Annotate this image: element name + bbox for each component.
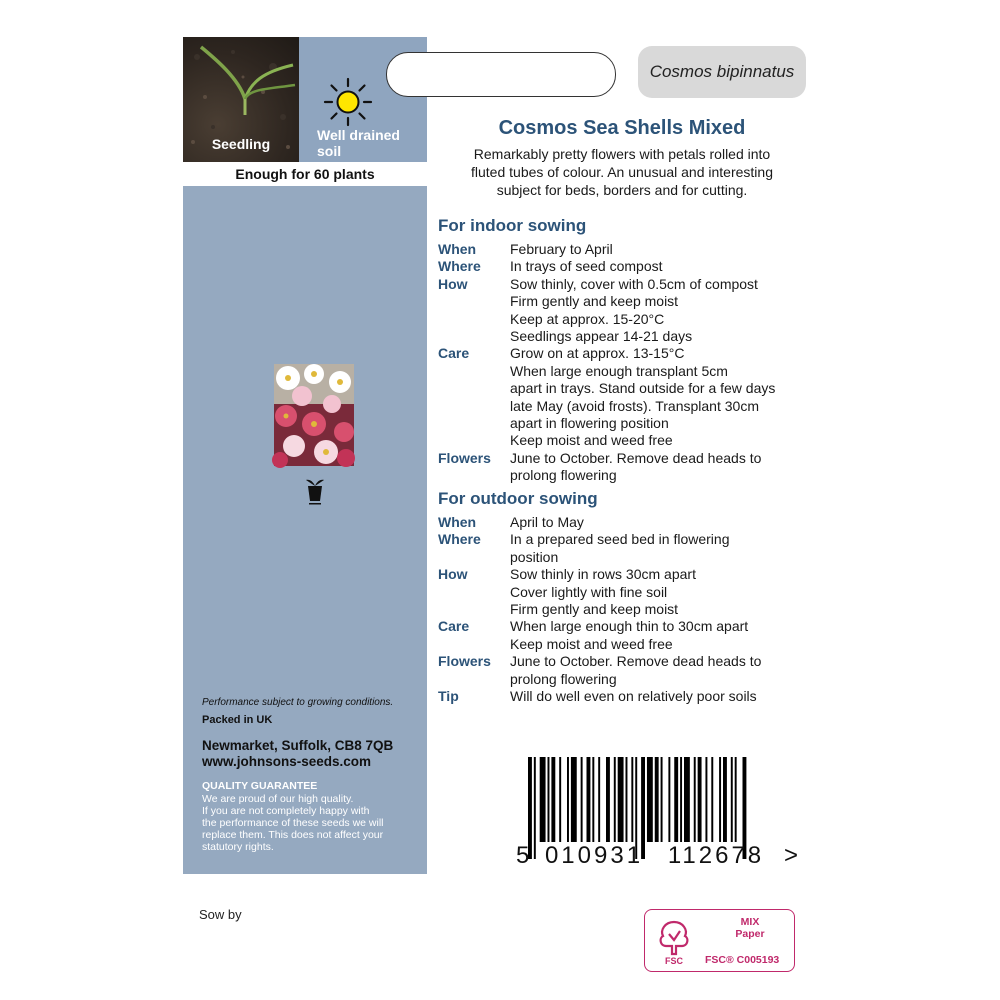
instruction-key: Where (438, 258, 481, 275)
barcode-bar (551, 757, 555, 842)
seedling-label: Seedling (211, 136, 271, 152)
plant-count: Enough for 60 plants (183, 162, 427, 186)
barcode-bar (567, 757, 569, 842)
instruction-value (510, 653, 818, 688)
soil-label (317, 127, 417, 159)
instruction-line: apart in trays. Stand outside for a few days (510, 380, 776, 397)
quality-line: statutory rights. (202, 841, 274, 853)
quality-guarantee-title: QUALITY GUARANTEE (202, 780, 318, 792)
instruction-row (438, 566, 818, 618)
barcode-digits: > (784, 842, 802, 869)
product-title: Cosmos Sea Shells Mixed (498, 117, 746, 139)
instruction-line: June to October. Remove dead heads to (510, 449, 762, 466)
fsc-mix (708, 916, 792, 940)
barcode-bar (684, 757, 690, 842)
quality-line: We are proud of our high quality. (202, 793, 354, 805)
sun-icon (322, 76, 374, 128)
indoor-instructions (438, 241, 818, 485)
instruction-value (510, 566, 818, 618)
barcode-bar (674, 757, 678, 842)
barcode-bar (571, 757, 577, 842)
performance-note: Performance subject to growing conditions. (202, 697, 394, 708)
instruction-line: Keep moist and weed free (510, 432, 673, 449)
barcode-bar (618, 757, 624, 842)
instruction-line: late May (avoid frosts). Transplant 30cm (510, 397, 759, 414)
barcode-bar (698, 757, 702, 842)
packed-in: Packed in UK (202, 714, 273, 726)
flower-photo (274, 364, 354, 466)
instruction-value (510, 276, 818, 346)
barcode-bar (540, 757, 546, 842)
instruction-line: April to May (510, 514, 584, 530)
instruction-line: In a prepared seed bed in flowering (510, 531, 730, 548)
address (202, 738, 393, 770)
instruction-key: Where (438, 531, 481, 548)
instruction-line: Firm gently and keep moist (510, 601, 679, 618)
barcode-bar (723, 757, 727, 842)
barcode-bar (592, 757, 594, 842)
barcode-bar (606, 757, 610, 842)
blank-name-pill (386, 52, 616, 97)
description-line: fluted tubes of colour. An unusual and interesting (471, 164, 773, 180)
barcode-bar (694, 757, 696, 842)
barcode-bar (705, 757, 707, 842)
barcode-bar (647, 757, 653, 842)
barcode-bar (581, 757, 583, 842)
instruction-value (510, 618, 818, 653)
quality-line: If you are not completely happy with (202, 805, 370, 817)
soil-label-line2: soil (317, 143, 342, 159)
fsc-logo-text: FSC (665, 956, 683, 966)
instruction-line: prolong flowering (510, 467, 617, 484)
barcode-bar (548, 757, 550, 842)
instruction-key: Flowers (438, 653, 491, 670)
instruction-key: When (438, 514, 477, 530)
instruction-line: June to October. Remove dead heads to (510, 653, 762, 670)
instruction-key: Tip (438, 688, 459, 705)
barcode-bar (719, 757, 721, 842)
instruction-line: Will do well even on relatively poor soils (510, 688, 757, 705)
instruction-value (510, 688, 818, 705)
instruction-value (510, 258, 818, 275)
instruction-line: prolong flowering (510, 670, 617, 687)
fsc-label (644, 909, 795, 972)
barcode-bars (516, 757, 802, 869)
barcode-bar (559, 757, 561, 842)
left-panel (183, 37, 427, 874)
instruction-value (510, 514, 818, 531)
instruction-row (438, 450, 818, 485)
barcode-bar (661, 757, 663, 842)
barcode-bar (626, 757, 628, 842)
barcode-bar (668, 757, 670, 842)
instruction-line: Firm gently and keep moist (510, 293, 679, 310)
instruction-line: When large enough thin to 30cm apart (510, 618, 749, 635)
barcode-bar (731, 757, 733, 842)
instruction-key: Care (438, 618, 470, 635)
barcode-bar (655, 757, 659, 842)
instruction-line: February to April (510, 241, 613, 257)
soil-label-line1: Well drained (317, 127, 400, 143)
instruction-key: Care (438, 345, 470, 362)
instruction-key: When (438, 241, 477, 257)
instruction-key: How (438, 275, 468, 292)
instruction-row (438, 258, 818, 275)
instruction-line: Keep at approx. 15-20°C (510, 310, 665, 327)
outdoor-heading: For outdoor sowing (438, 489, 598, 508)
barcode (516, 757, 802, 869)
sow-by: Sow by (199, 907, 242, 922)
quality-guarantee-text (202, 793, 424, 853)
barcode-bar (735, 757, 737, 842)
instruction-row (438, 276, 818, 346)
instruction-line: When large enough transplant 5cm (510, 362, 728, 379)
instruction-line: Sow thinly, cover with 0.5cm of compost (510, 275, 758, 292)
barcode-bar (631, 757, 633, 842)
quality-line: replace them. This does not affect your (202, 829, 384, 841)
instruction-row (438, 345, 818, 449)
barcode-digits: 112678 (667, 842, 765, 869)
instruction-line: Seedlings appear 14-21 days (510, 328, 693, 345)
barcode-bar (680, 757, 682, 842)
instruction-value (510, 345, 818, 449)
product-description (440, 145, 804, 199)
fsc-paper-label: Paper (735, 928, 765, 940)
barcode-bar (598, 757, 600, 842)
instruction-row (438, 241, 818, 258)
address-line: Newmarket, Suffolk, CB8 7QB (202, 738, 394, 753)
barcode-bar (534, 757, 536, 859)
barcode-digits: 010931 (544, 842, 644, 869)
instruction-line: position (510, 548, 559, 565)
brand-pot-icon (303, 477, 327, 507)
description-line: subject for beds, borders and for cutting. (496, 182, 748, 198)
barcode-bar (711, 757, 713, 842)
instruction-row (438, 688, 818, 705)
instruction-row (438, 531, 818, 566)
fsc-mix-label: MIX (740, 916, 760, 928)
cosmos-flowers-image (274, 364, 354, 466)
instruction-value (510, 450, 818, 485)
instruction-value (510, 241, 818, 258)
instruction-line: Cover lightly with fine soil (510, 583, 668, 600)
indoor-heading: For indoor sowing (438, 216, 587, 235)
instruction-row (438, 618, 818, 653)
instruction-value (510, 531, 818, 566)
instruction-line: apart in flowering position (510, 415, 669, 432)
instruction-line: Sow thinly in rows 30cm apart (510, 566, 696, 583)
fsc-tree-icon (653, 916, 695, 966)
barcode-bar (614, 757, 616, 842)
barcode-bar (587, 757, 591, 842)
latin-name: Cosmos bipinnatus (638, 46, 806, 98)
instruction-line: Grow on at approx. 13-15°C (510, 345, 685, 362)
website: www.johnsons-seeds.com (202, 754, 372, 769)
outdoor-instructions (438, 514, 818, 705)
description-line: Remarkably pretty flowers with petals rolled into (473, 146, 771, 162)
seedling-photo (183, 37, 299, 162)
fsc-code: FSC® C005193 (705, 954, 780, 966)
instruction-key: How (438, 566, 468, 583)
barcode-digits: 5 (516, 842, 533, 869)
instruction-line: Keep moist and weed free (510, 635, 673, 652)
instruction-key: Flowers (438, 449, 491, 466)
instruction-line: In trays of seed compost (510, 258, 663, 275)
instruction-row (438, 514, 818, 531)
instruction-row (438, 653, 818, 688)
quality-line: the performance of these seeds we will (202, 817, 384, 829)
